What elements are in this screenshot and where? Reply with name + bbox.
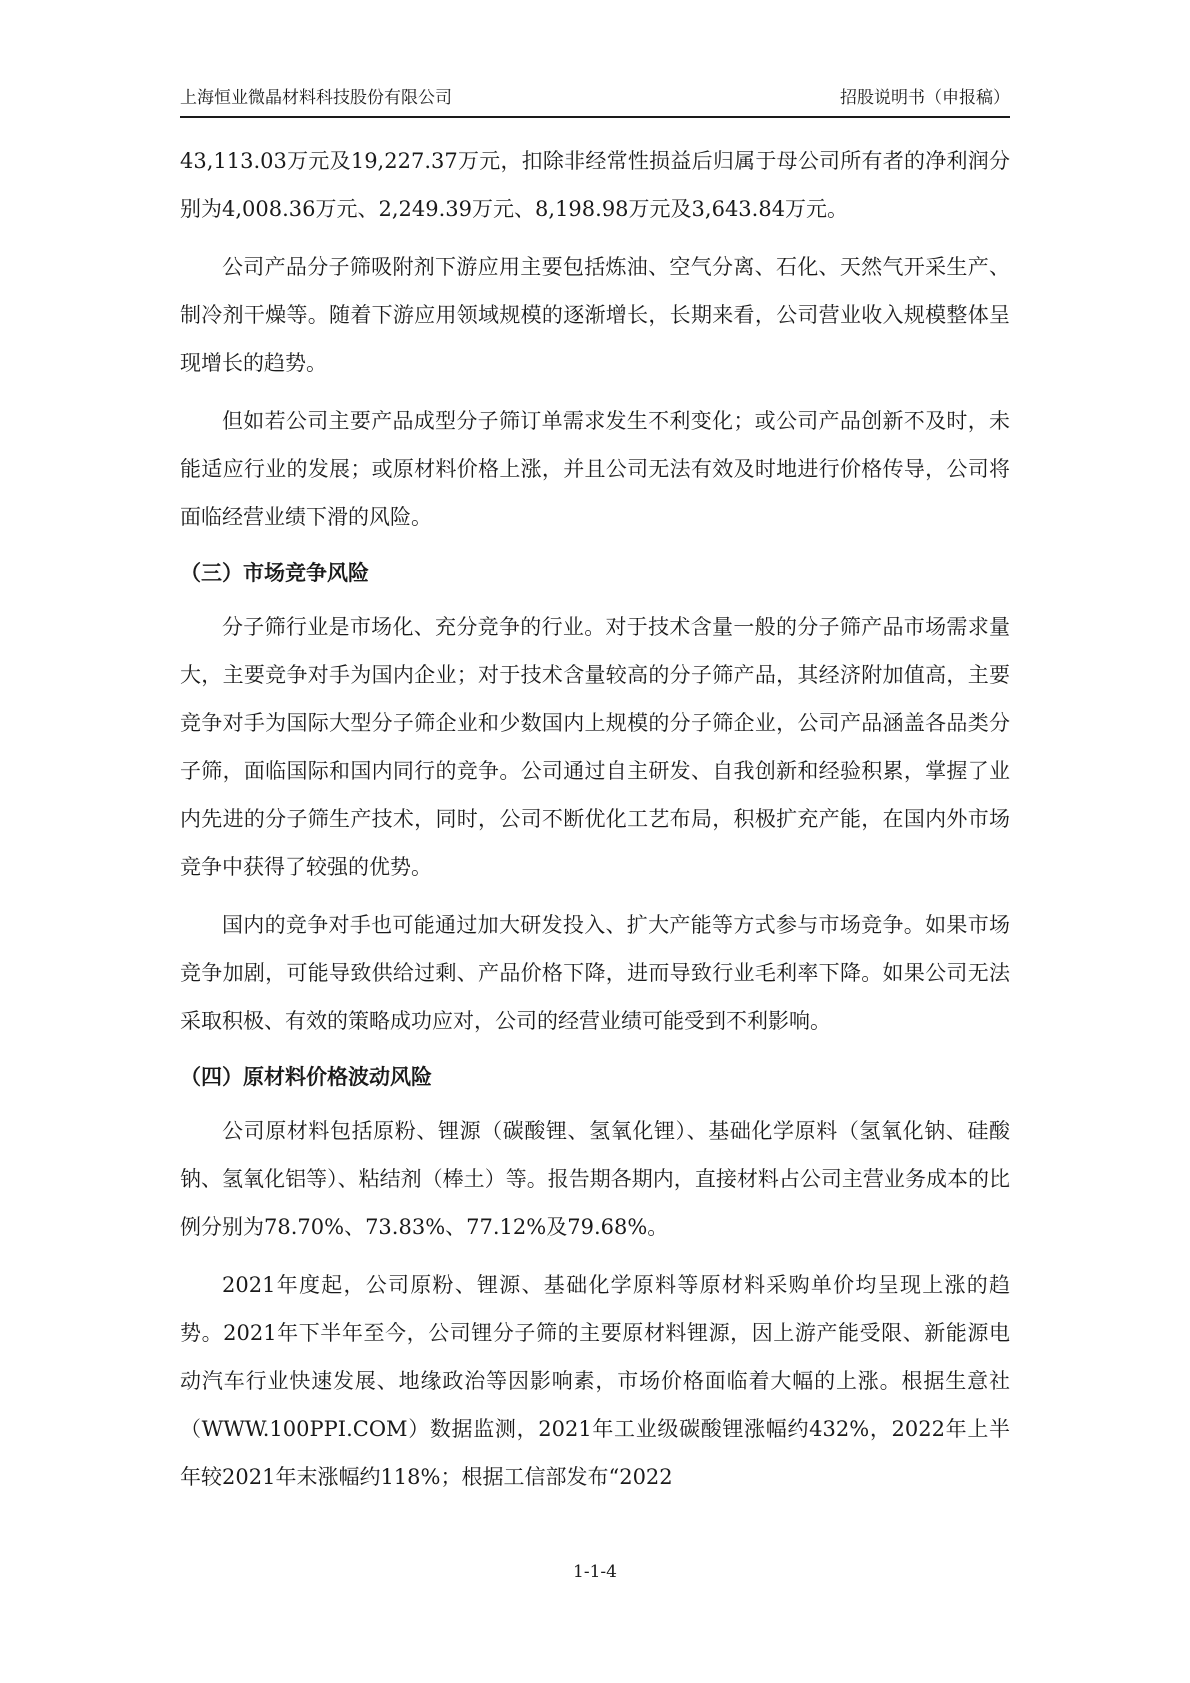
section-heading-market-competition: （三）市场竞争风险 [180,561,369,585]
paragraph-net-profit: 43,113.03万元及19,227.37万元，扣除非经常性损益后归属于母公司所有者的净利润分别为4,008.36万元、2,249.39万元、8,198.98万元及3,643.84万元。 [180,149,1010,221]
header-document-type: 招股说明书（申报稿） [840,88,1010,108]
header-company-name: 上海恒业微晶材料科技股份有限公司 [180,88,452,108]
paragraph-raw-materials: 公司原材料包括原粉、锂源（碳酸锂、氢氧化锂）、基础化学原料（氢氧化钠、硅酸钠、氢氧化铝等）、粘结剂（棒土）等。报告期各期内，直接材料占公司主营业务成本的比例分别为78.70%、73.83%、77.12%及79.68%。 [180,1119,1010,1239]
paragraph-competition-intensify: 国内的竞争对手也可能通过加大研发投入、扩大产能等方式参与市场竞争。如果市场竞争加剧，可能导致供给过剩、产品价格下降，进而导致行业毛利率下降。如果公司无法采取积极、有效的策略成功应对，公司的经营业绩可能受到不利影响。 [180,913,1010,1033]
paragraph-industry-competition: 分子筛行业是市场化、充分竞争的行业。对于技术含量一般的分子筛产品市场需求量大，主要竞争对手为国内企业；对于技术含量较高的分子筛产品，其经济附加值高，主要竞争对手为国际大型分子筛企业和少数国内上规模的分子筛企业，公司产品涵盖各品类分子筛，面临国际和国内同行的竞争。公司通过自主研发、自我创新和经验积累，掌握了业内先进的分子筛生产技术，同时，公司不断优化工艺布局，积极扩充产能，在国内外市场竞争中获得了较强的优势。 [180,615,1010,879]
page-header [180,82,1010,118]
section-heading-raw-material-price: （四）原材料价格波动风险 [180,1065,432,1089]
paragraph-price-increase: 2021年度起，公司原粉、锂源、基础化学原料等原材料采购单价均呈现上涨的趋势。2021年下半年至今，公司锂分子筛的主要原材料锂源，因上游产能受限、新能源电动汽车行业快速发展、地缘政治等因影响素，市场价格面临着大幅的上涨。根据生意社（WWW.100PPI.COM）数据监测，2021年工业级碳酸锂涨幅约432%，2022年上半年较2021年末涨幅约118%；根据工信部发布“2022 [180,1273,1010,1489]
document-body [180,137,1010,1501]
page-number: 1-1-4 [573,1562,617,1582]
paragraph-downstream-applications: 公司产品分子筛吸附剂下游应用主要包括炼油、空气分离、石化、天然气开采生产、制冷剂干燥等。随着下游应用领域规模的逐渐增长，长期来看，公司营业收入规模整体呈现增长的趋势。 [180,255,1010,375]
paragraph-performance-decline-risk: 但如若公司主要产品成型分子筛订单需求发生不利变化；或公司产品创新不及时，未能适应行业的发展；或原材料价格上涨，并且公司无法有效及时地进行价格传导，公司将面临经营业绩下滑的风险。 [180,409,1010,529]
